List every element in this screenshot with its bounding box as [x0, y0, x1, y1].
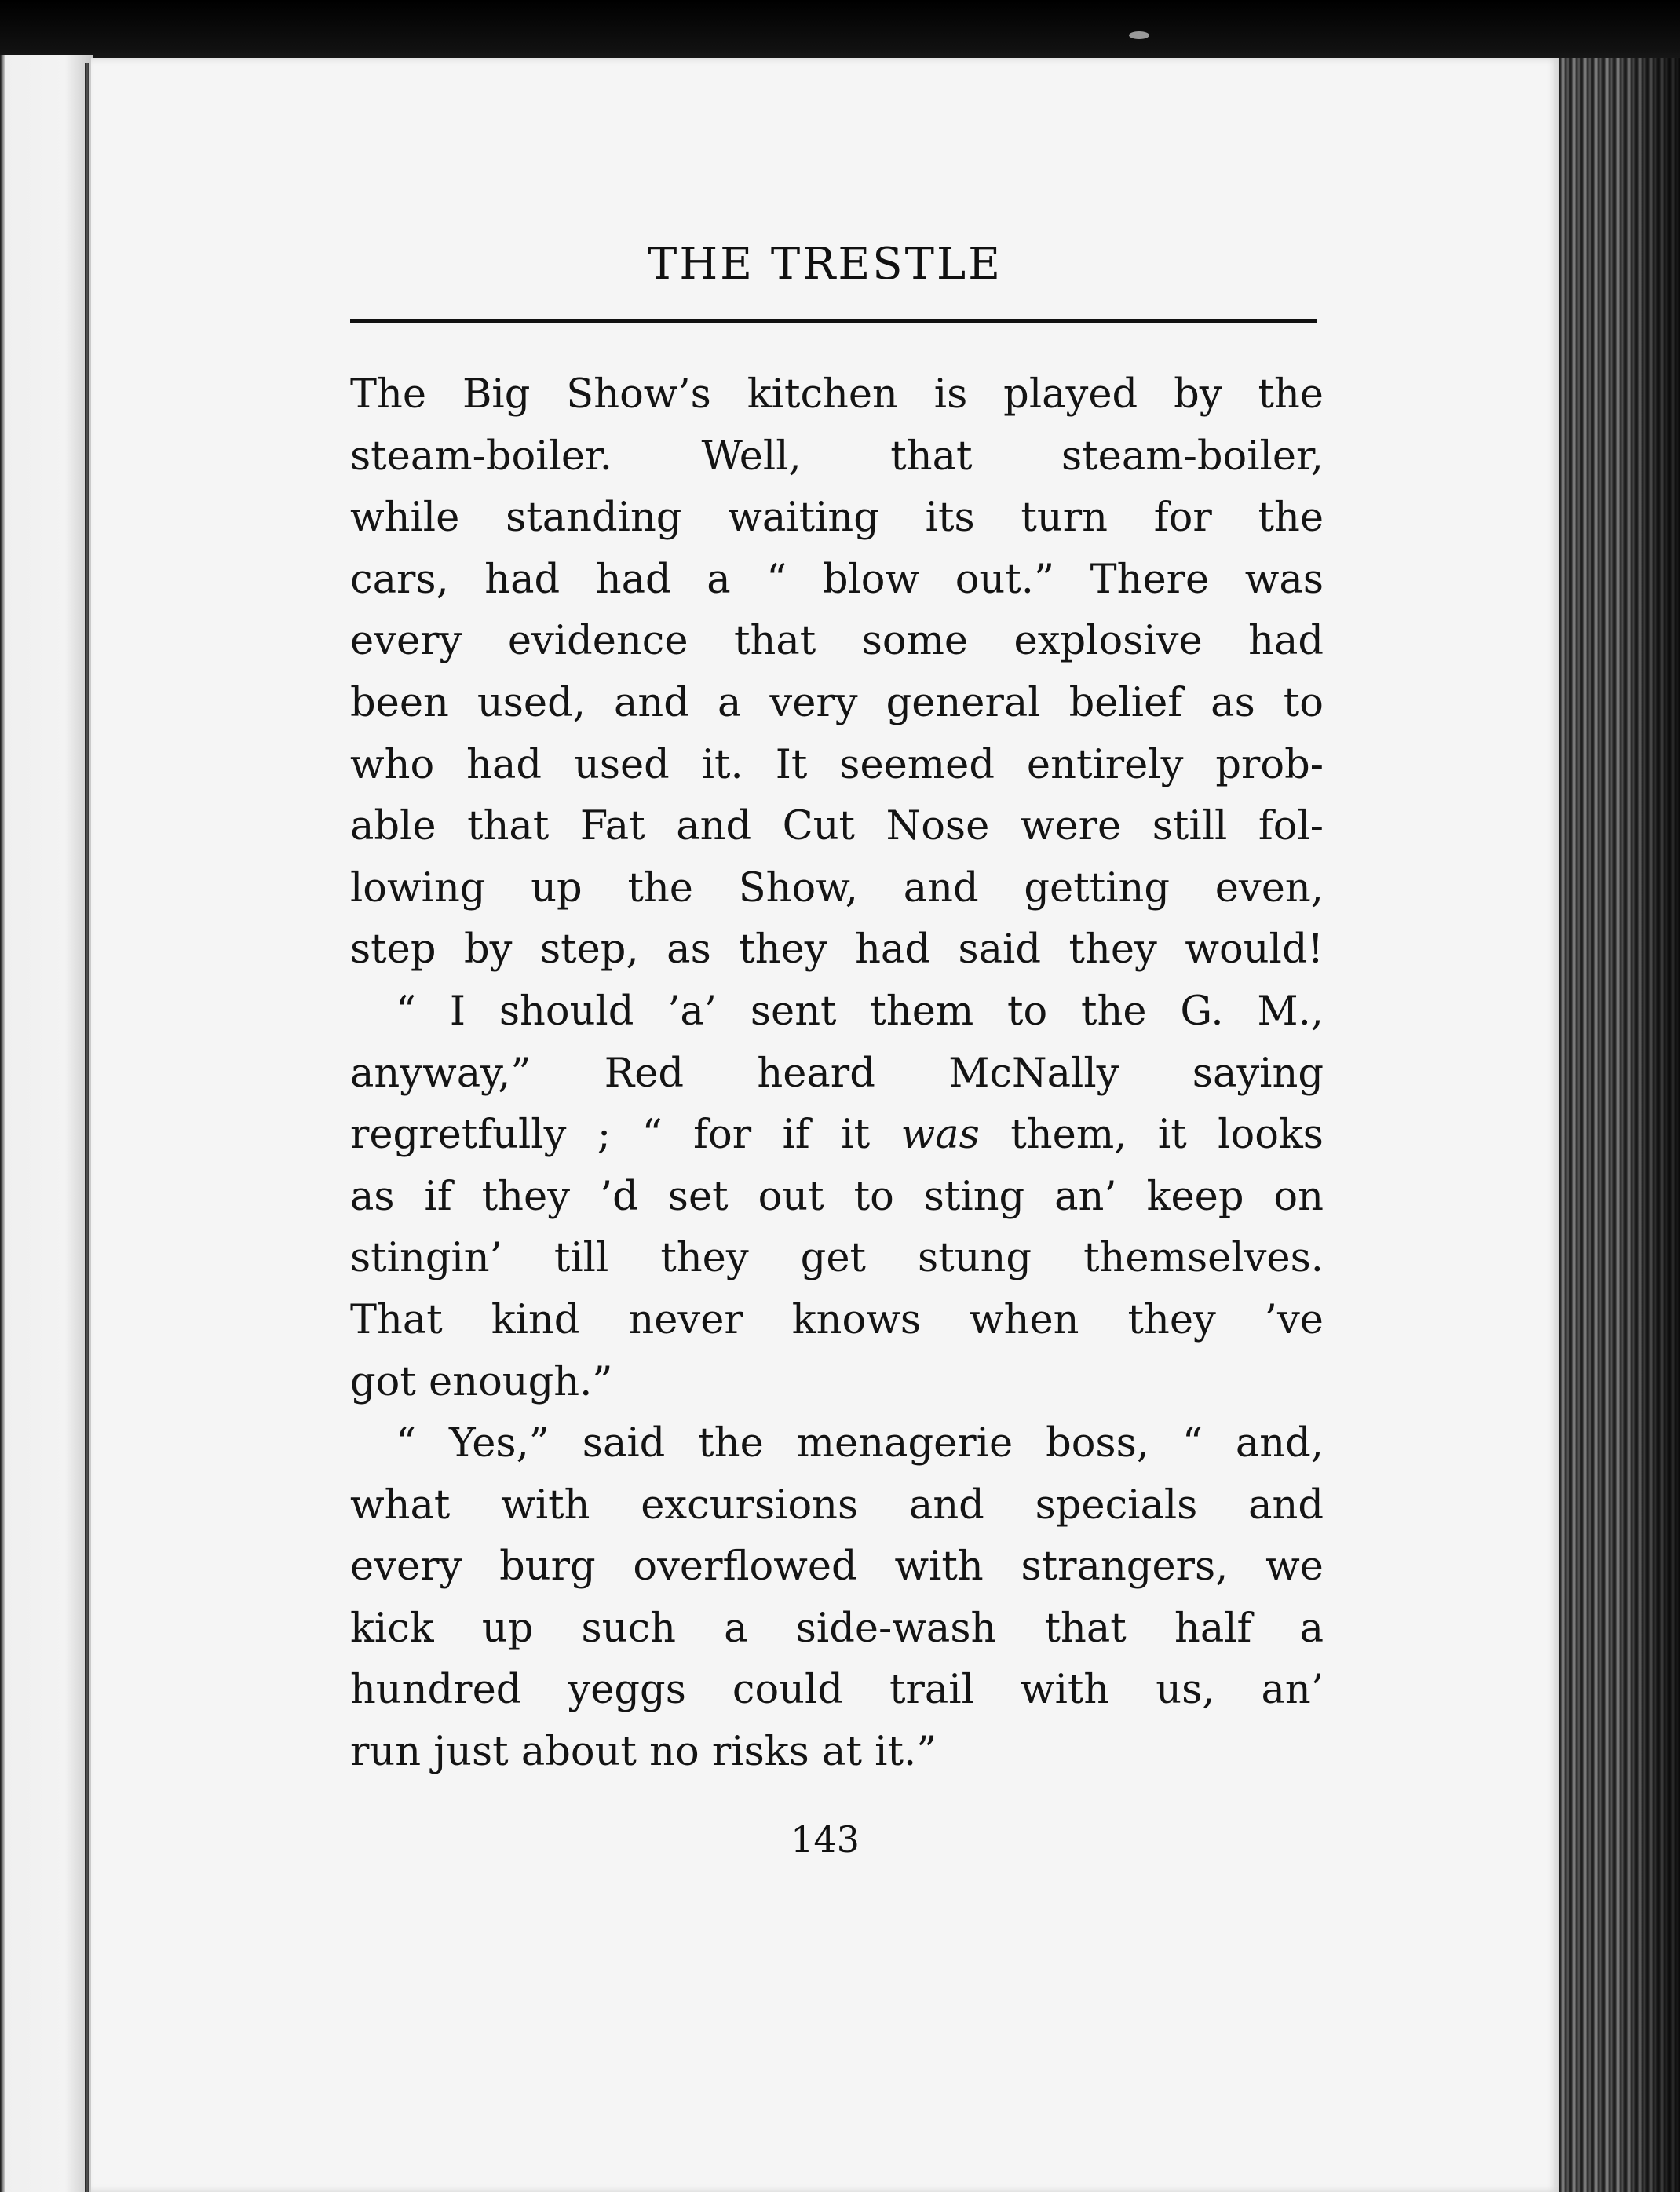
text-line: hundred yeggs could trail with us, an’	[350, 1667, 1324, 1714]
text-line: who had used it. It seemed entirely prob-	[350, 741, 1324, 788]
book-page	[91, 58, 1559, 2192]
text-line: every evidence that some explosive had	[350, 618, 1324, 665]
text-line: cars, had had a “ blow out.” There was	[350, 556, 1324, 603]
text-line: The Big Show’s kitchen is played by the	[350, 371, 1324, 418]
text-line: every burg overflowed with strangers, we	[350, 1544, 1324, 1591]
text-line: what with excursions and specials and	[350, 1481, 1324, 1529]
text-line: as if they ’d set out to sting an’ keep on	[350, 1173, 1324, 1220]
text-line: “ I should ’a’ sent them to the G. M.,	[396, 988, 1324, 1035]
body-text	[350, 364, 1324, 1784]
text-line: while standing waiting its turn for the	[350, 495, 1324, 542]
scan-top-border	[0, 0, 1680, 63]
facing-page-edge	[0, 55, 93, 2192]
text-line: That kind never knows when they ’ve	[350, 1296, 1324, 1343]
text-line: been used, and a very general belief as to	[350, 679, 1324, 726]
text-line: lowing up the Show, and getting even,	[350, 864, 1324, 912]
text-line: got enough.”	[350, 1358, 613, 1405]
running-head: THE TRESTLE	[647, 239, 1003, 290]
page-number: 143	[791, 1818, 860, 1861]
text-line: anyway,” Red heard McNally saying	[350, 1050, 1324, 1097]
text-line: stingin’ till they get stung themselves.	[350, 1235, 1324, 1282]
text-line: run just about no risks at it.”	[350, 1729, 937, 1776]
spine-shadow	[1617, 58, 1680, 2192]
text-line: kick up such a side-wash that half a	[350, 1605, 1324, 1652]
emphasized-word: was	[900, 1112, 980, 1159]
text-line-emphasis: regretfully ; “ for if it was them, it looks	[350, 1112, 1324, 1159]
text-line: steam-boiler. Well, that steam-boiler,	[350, 433, 1324, 480]
book-gutter	[85, 63, 89, 2192]
scan-speck	[1129, 31, 1149, 39]
text-line: “ Yes,” said the menagerie boss, “ and,	[396, 1420, 1324, 1467]
text-line: step by step, as they had said they would!	[350, 926, 1324, 974]
header-rule	[350, 319, 1317, 323]
text-line: able that Fat and Cut Nose were still fol-	[350, 803, 1324, 850]
